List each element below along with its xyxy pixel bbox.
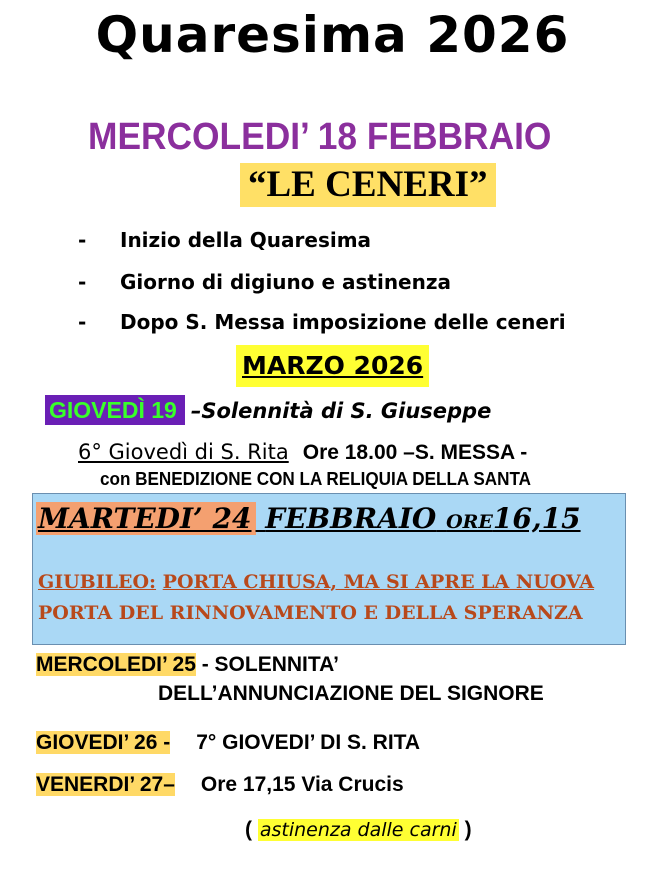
mercoledi-25-text-2: DELL’ANNUNCIAZIONE DEL SIGNORE: [158, 682, 544, 705]
ash-wednesday-name: “LE CENERI”: [240, 163, 496, 207]
venerdi-27-line: [36, 773, 404, 797]
mercoledi-25-text: SOLENNITA’: [214, 653, 339, 676]
giovedi-19-line: [45, 397, 491, 424]
martedi-24-heading: [36, 502, 581, 535]
benedizione-text: con BENEDIZIONE CON LA RELIQUIA DELLA SANTA: [100, 469, 531, 489]
giovedi-19-text: –Solennità di S. Giuseppe: [190, 399, 492, 423]
bullet-text: Inizio della Quaresima: [120, 228, 372, 252]
giovedi-19-tag: GIOVEDÌ 19: [45, 395, 185, 425]
venerdi-27-label: VENERDI’ 27–: [36, 773, 175, 796]
bullet-dash: -: [78, 310, 87, 334]
martedi-24-time: 16,15: [492, 502, 581, 535]
bullet-text: Dopo S. Messa imposizione delle ceneri: [120, 310, 566, 334]
rita-6-label: 6° Giovedì di S. Rita: [78, 440, 289, 464]
martedi-24-day: MARTEDI’ 24: [36, 502, 256, 535]
martedi-24-ore: ORE: [446, 511, 493, 533]
astinenza-close: ): [458, 818, 472, 841]
venerdi-27-text: Ore 17,15 Via Crucis: [200, 773, 404, 796]
mercoledi-25-sep: -: [195, 653, 215, 676]
giubileo-line-1: [38, 571, 594, 593]
giubileo-label: GIUBILEO:: [38, 571, 157, 593]
martedi-24-month: FEBBRAIO: [265, 502, 437, 535]
page-title: Quaresima 2026: [95, 6, 570, 64]
astinenza-text: astinenza dalle carni: [259, 819, 457, 841]
astinenza-note: [245, 818, 472, 842]
bullet-dash: -: [78, 228, 87, 252]
bullet-item: [78, 310, 566, 334]
astinenza-open: (: [245, 818, 258, 841]
giovedi-26-line: [36, 731, 420, 755]
march-header: MARZO 2026: [236, 345, 429, 387]
ash-wednesday-date: MERCOLEDI’ 18 FEBBRAIO: [88, 116, 552, 158]
bullet-item: [78, 228, 371, 252]
rita-6-time: Ore 18.00 –S. MESSA -: [302, 441, 528, 464]
bullet-dash: -: [78, 270, 87, 294]
bullet-item: [78, 270, 451, 294]
mercoledi-25-line: [36, 653, 339, 677]
giovedi-26-text: 7° GIOVEDI’ DI S. RITA: [196, 731, 421, 754]
mercoledi-25-label: MERCOLEDI’ 25: [36, 653, 196, 676]
rita-6-line: [78, 440, 527, 465]
giovedi-26-label: GIOVEDI’ 26 -: [36, 731, 171, 754]
giubileo-text-1: PORTA CHIUSA, MA SI APRE LA NUOVA: [162, 571, 595, 593]
giubileo-line-2: PORTA DEL RINNOVAMENTO E DELLA SPERANZA: [38, 602, 583, 624]
bullet-text: Giorno di digiuno e astinenza: [120, 270, 451, 294]
